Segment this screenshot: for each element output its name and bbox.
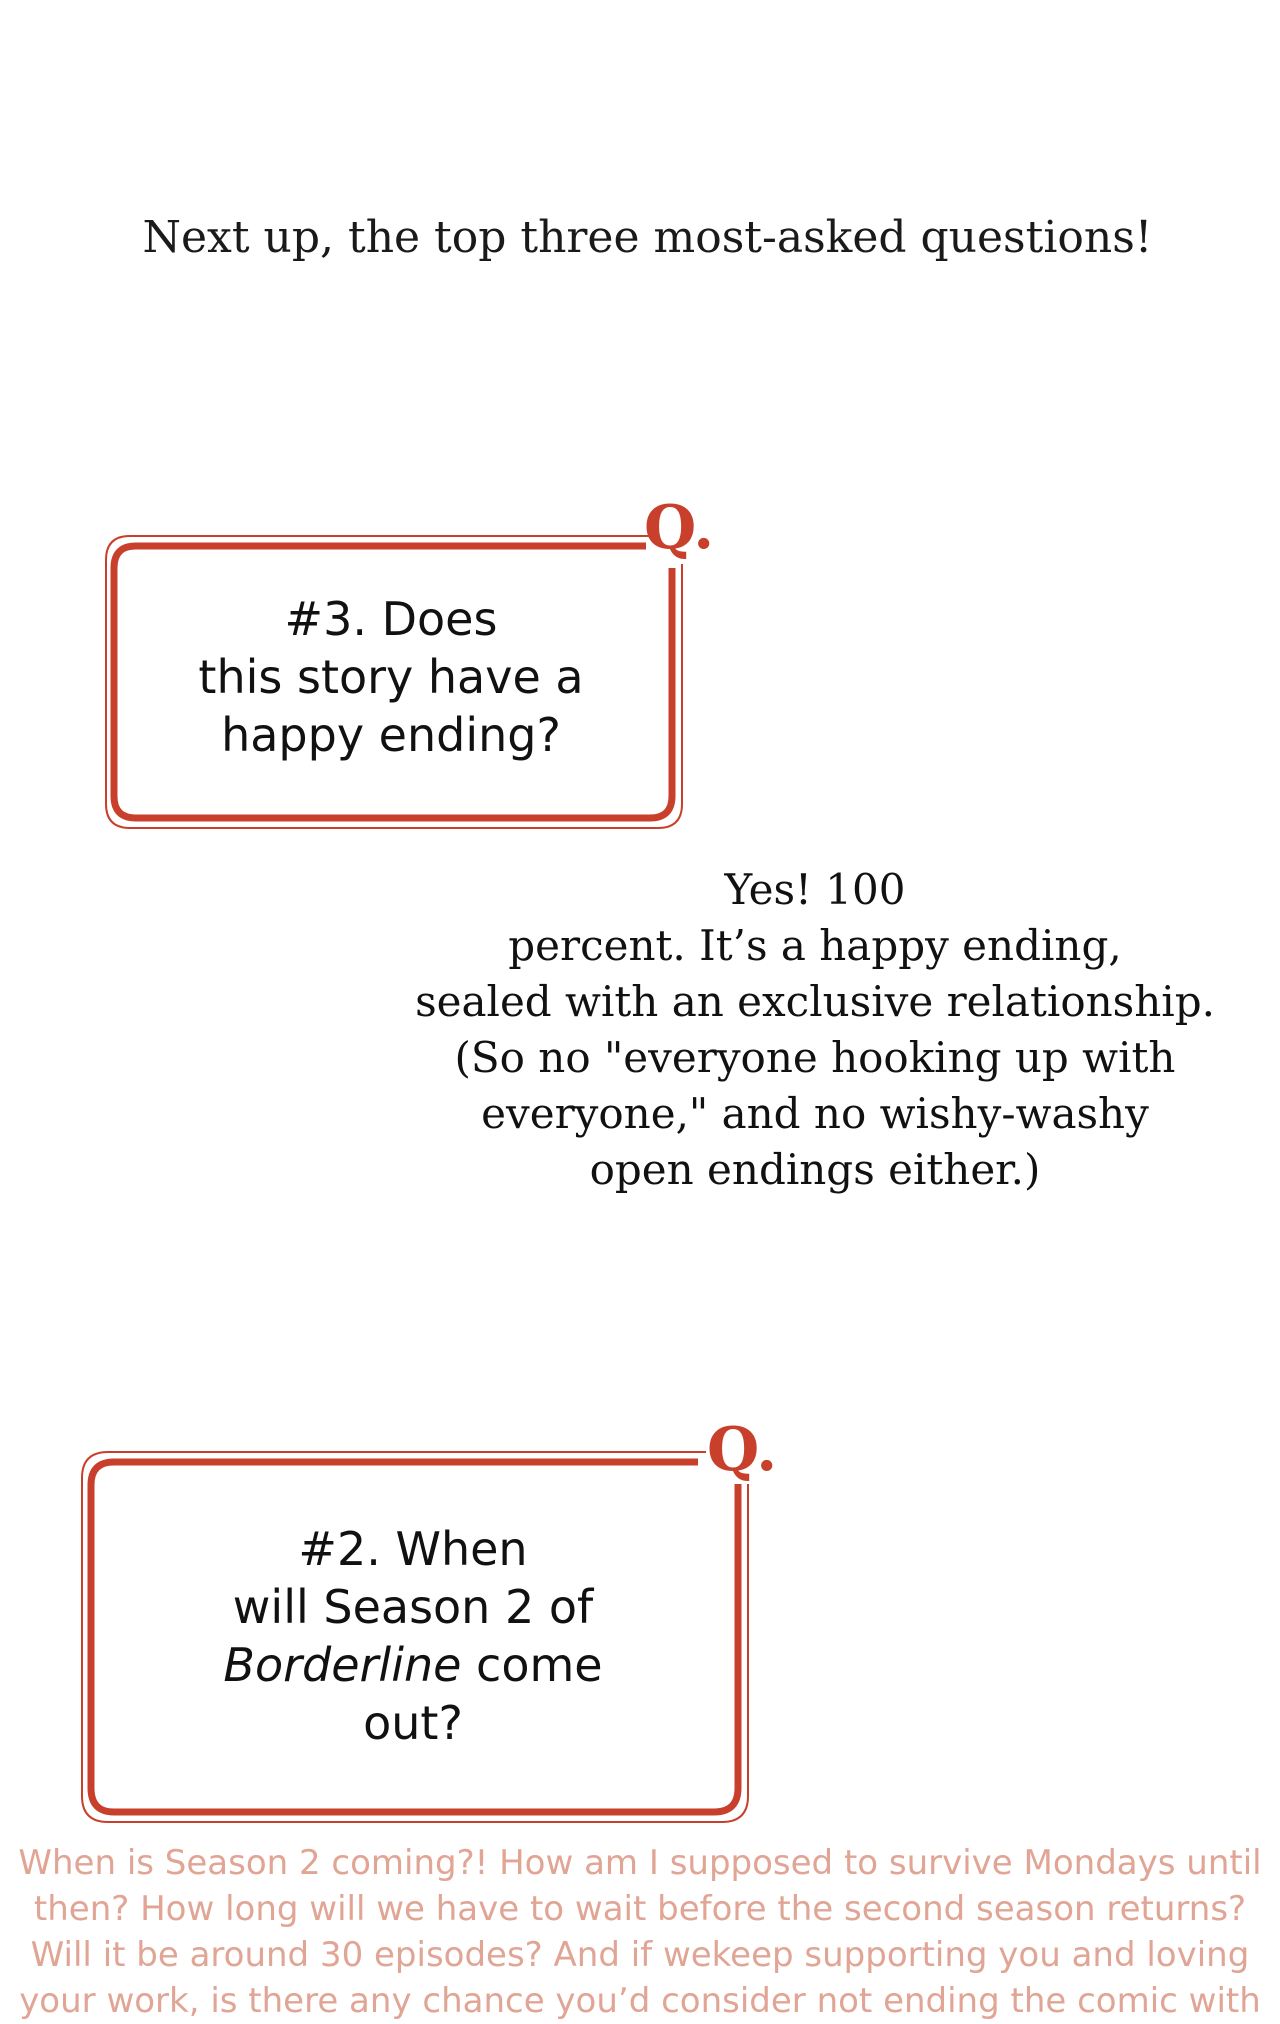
question-2-line <box>78 1636 748 1694</box>
intro-heading: Next up, the top three most-asked questions! <box>142 212 1153 263</box>
comic-title: Borderline <box>223 1638 462 1692</box>
question-card-2 <box>78 1412 798 1832</box>
question-3-line: happy ending? <box>221 708 561 762</box>
question-2-line-rest: come <box>461 1638 603 1692</box>
answer-line: Yes! 100 <box>724 865 906 914</box>
reader-quote-line: When is Season 2 coming?! How am I supposed to survive Mondays until <box>18 1843 1262 1883</box>
question-2-text <box>78 1520 748 1752</box>
q-badge-letter: Q. <box>707 1415 778 1482</box>
question-3-text <box>100 590 682 764</box>
question-card-3 <box>100 490 730 850</box>
answer-line: sealed with an exclusive relationship. <box>415 977 1215 1026</box>
reader-quote <box>0 1840 1280 2024</box>
answer-line: percent. It’s a happy ending, <box>508 921 1122 970</box>
question-3-line: this story have a <box>198 650 584 704</box>
reader-quote-line: then? How long will we have to wait before the second season returns? <box>33 1889 1247 1929</box>
reader-quote-line: your work, is there any chance you’d consider not ending the comic with <box>19 1981 1261 2021</box>
answer-line: (So no "everyone hooking up with <box>454 1033 1176 1082</box>
answer-3-text <box>410 862 1220 1198</box>
q-badge-letter: Q. <box>644 493 715 560</box>
question-2-line: #2. When <box>298 1522 528 1576</box>
question-3-line: #3. Does <box>284 592 498 646</box>
q-badge-icon <box>703 1412 783 1482</box>
question-2-line: will Season 2 of <box>232 1580 594 1634</box>
answer-line: open endings either.) <box>589 1145 1041 1194</box>
q-badge-icon <box>640 490 720 560</box>
answer-line: everyone," and no wishy-washy <box>481 1089 1149 1138</box>
reader-quote-line: Will it be around 30 episodes? And if wekeep supporting you and loving <box>30 1935 1250 1975</box>
question-2-line: out? <box>363 1696 463 1750</box>
